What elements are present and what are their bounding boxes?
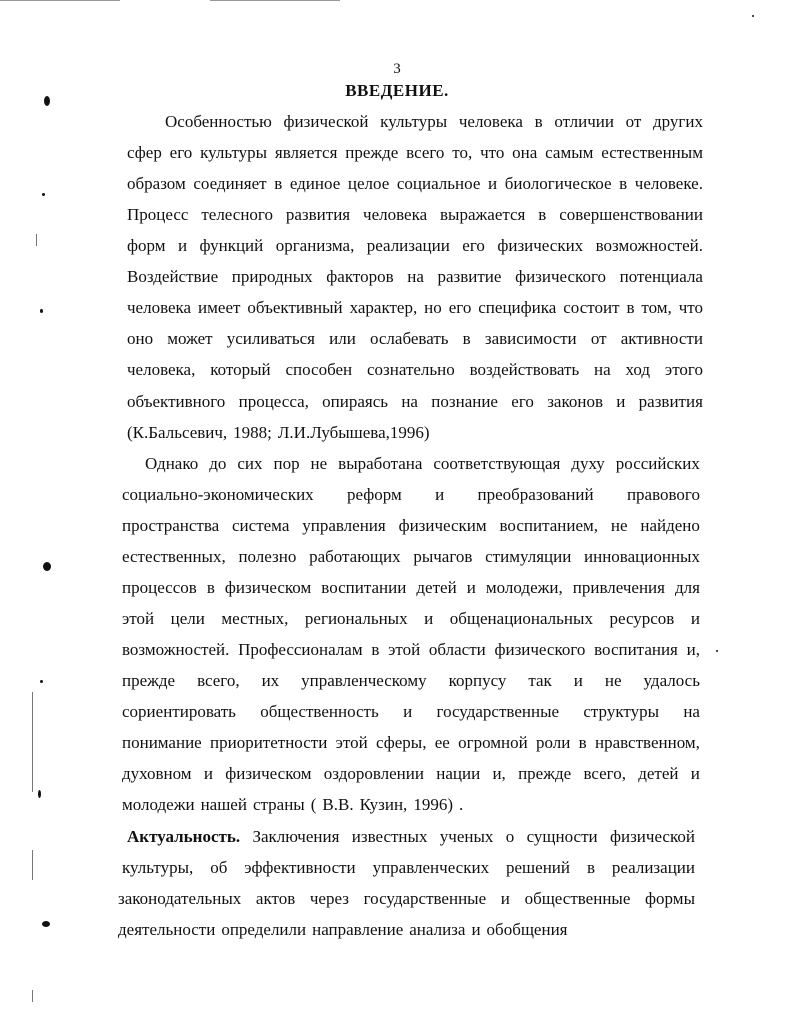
word: физической	[283, 112, 369, 131]
word: человека,	[127, 360, 196, 379]
word: человека	[363, 205, 428, 224]
word: может	[167, 329, 213, 348]
word: деятельности	[118, 920, 216, 939]
word: пор	[273, 454, 300, 473]
word: физическом	[225, 764, 312, 783]
text-line	[122, 856, 695, 880]
word: реализации	[366, 236, 450, 255]
word: привлечения	[572, 578, 665, 597]
word: на	[407, 267, 424, 286]
scan-mark	[42, 193, 45, 196]
word: молодежи	[122, 795, 195, 814]
text-line	[122, 700, 700, 724]
word: известных	[351, 827, 428, 846]
text-line	[127, 825, 695, 849]
word: характер,	[349, 298, 418, 317]
text-line	[127, 203, 703, 227]
word: система	[232, 516, 290, 535]
word: его	[462, 236, 485, 255]
word: в	[534, 112, 543, 131]
word: оздоровлении	[323, 764, 424, 783]
word: ход	[625, 360, 651, 379]
word: объективный	[247, 298, 343, 317]
word: и	[403, 702, 413, 721]
text-line	[127, 141, 703, 165]
word: понимание	[122, 733, 202, 752]
word: определили	[221, 920, 307, 939]
text-line	[127, 421, 703, 445]
word: потенциала	[619, 267, 703, 286]
word: сфер	[127, 143, 162, 162]
word: всего,	[583, 764, 626, 783]
word: рычагов	[413, 547, 473, 566]
word: сферы,	[375, 733, 427, 752]
scan-mark	[752, 15, 754, 17]
word: человека	[127, 298, 192, 317]
word: Заключения	[252, 827, 340, 846]
word: воздействовать	[469, 360, 580, 379]
text-line	[127, 296, 703, 320]
scan-mark	[38, 790, 41, 798]
word: .	[458, 795, 464, 814]
text-line	[122, 762, 700, 786]
word: актов	[255, 889, 296, 908]
word: найдено	[640, 516, 700, 535]
word: социальное	[396, 174, 481, 193]
word: человека	[458, 112, 523, 131]
word: (К.Бальсевич,	[127, 423, 228, 442]
word: инновационных	[584, 547, 700, 566]
text-line	[122, 731, 700, 755]
word: цели	[170, 609, 205, 628]
word: ее	[434, 733, 450, 752]
word: российских	[615, 454, 700, 473]
word: специфика	[478, 298, 557, 317]
word: активности	[620, 329, 703, 348]
word: Особенностью	[165, 112, 272, 131]
word: форм	[127, 236, 166, 255]
word: зависимости	[484, 329, 577, 348]
word: роли	[536, 733, 571, 752]
scan-mark	[716, 650, 718, 652]
word: сознательно	[366, 360, 455, 379]
text-line	[127, 390, 703, 414]
word: местных,	[221, 609, 289, 628]
text-line	[122, 483, 700, 507]
word: организма,	[275, 236, 355, 255]
word: анализа	[409, 920, 466, 939]
word: его	[169, 143, 193, 162]
text-line	[118, 918, 695, 942]
word: физической	[609, 827, 695, 846]
word: стимуляции	[485, 547, 572, 566]
word: духу	[571, 454, 605, 473]
word: общественные	[524, 889, 631, 908]
word: Профессионалам	[238, 640, 363, 659]
word: структуры	[583, 702, 659, 721]
scan-mark	[32, 692, 33, 792]
word: страны	[252, 795, 305, 814]
word: процессов	[122, 578, 197, 597]
word: этой	[335, 733, 368, 752]
word: приоритетности	[210, 733, 328, 752]
text-line	[122, 638, 700, 662]
word: но	[424, 298, 442, 317]
scan-mark	[36, 234, 37, 246]
word: в	[274, 174, 283, 193]
word: факторов	[326, 267, 394, 286]
word: и	[435, 485, 445, 504]
word: возможностей.	[122, 640, 230, 659]
text-line	[127, 358, 703, 382]
word: в	[538, 205, 547, 224]
text-line	[145, 452, 700, 476]
word: огромной	[458, 733, 528, 752]
word: объективного	[127, 392, 226, 411]
text-line	[127, 234, 703, 258]
word: (	[310, 795, 317, 814]
word: и	[488, 174, 498, 193]
scan-mark	[42, 921, 50, 927]
word: и	[616, 392, 626, 411]
word: соответствующая	[433, 454, 561, 473]
text-line	[127, 172, 703, 196]
word: в	[371, 640, 380, 659]
word: развития	[285, 205, 351, 224]
word: решений	[506, 858, 570, 877]
word: воспитанием,	[499, 516, 599, 535]
word: состоит	[563, 298, 620, 317]
word: телесного	[201, 205, 273, 224]
word: развитие	[437, 267, 502, 286]
word: культуры	[380, 112, 448, 131]
word: в	[586, 858, 595, 877]
word: его	[448, 298, 472, 317]
word: биологическое	[504, 174, 612, 193]
word: через	[309, 889, 349, 908]
word: реализации	[611, 858, 695, 877]
word: от	[625, 112, 642, 131]
word: Воздействие	[127, 267, 219, 286]
word: воспитании	[321, 578, 407, 597]
word: и	[690, 764, 700, 783]
word: том,	[641, 298, 672, 317]
scan-mark	[32, 850, 33, 880]
word: и	[471, 920, 481, 939]
word: пространства	[122, 516, 220, 535]
word: от	[590, 329, 607, 348]
word: возможностей.	[595, 236, 703, 255]
word: этого	[664, 360, 703, 379]
word: естественным	[601, 143, 703, 162]
scan-mark	[43, 562, 51, 571]
word: В.В.	[322, 795, 354, 814]
word: в	[578, 733, 587, 752]
word: усиливаться	[226, 329, 315, 348]
word: 1988;	[233, 423, 272, 442]
word: управления	[302, 516, 386, 535]
word: управленческих	[372, 858, 490, 877]
word: человеке.	[634, 174, 703, 193]
word: так	[528, 671, 552, 690]
text-line	[118, 887, 695, 911]
word: области	[428, 640, 486, 659]
word: сих	[237, 454, 263, 473]
word: в	[206, 578, 215, 597]
word: их	[261, 671, 280, 690]
word: на	[594, 360, 611, 379]
word: имеет	[198, 298, 241, 317]
section-label: Актуальность.	[127, 827, 241, 846]
word: корпусу	[448, 671, 507, 690]
word: в	[626, 298, 635, 317]
word: самым	[545, 143, 594, 162]
word: эффективности	[244, 858, 356, 877]
word: процесса,	[238, 392, 309, 411]
word: единое	[289, 174, 341, 193]
word: развития	[638, 392, 703, 411]
word: ресурсов	[609, 609, 675, 628]
word: что	[480, 143, 505, 162]
word: Л.И.Лубышева,1996)	[277, 423, 430, 442]
word: сущности	[526, 827, 598, 846]
text-line	[122, 669, 700, 693]
word: который	[210, 360, 271, 379]
word: всего	[406, 143, 445, 162]
word: физическим	[398, 516, 487, 535]
word: то,	[452, 143, 473, 162]
word: реформ	[347, 485, 402, 504]
word: этой	[388, 640, 421, 659]
word: она	[512, 143, 538, 162]
word: оно	[127, 329, 154, 348]
text-line	[122, 793, 700, 817]
word: государственные	[363, 889, 487, 908]
word: и	[466, 578, 476, 597]
word: физическом	[224, 578, 312, 597]
word: региональных	[304, 609, 408, 628]
word: правового	[626, 485, 700, 504]
word: обобщения	[486, 920, 568, 939]
word: и	[203, 764, 213, 783]
word: природных	[231, 267, 313, 286]
word: целое	[347, 174, 390, 193]
word: отличии	[554, 112, 614, 131]
word: полезно	[238, 547, 297, 566]
scan-artifact-top	[210, 0, 340, 1]
word: этой	[122, 609, 155, 628]
scan-mark	[32, 990, 33, 1002]
word: в	[462, 329, 471, 348]
word: удалось	[643, 671, 700, 690]
word: способен	[285, 360, 353, 379]
page-number: 3	[393, 61, 401, 77]
word: формы	[645, 889, 695, 908]
word: на	[401, 392, 418, 411]
word: нации	[436, 764, 481, 783]
word: не	[610, 516, 628, 535]
word: государственные	[436, 702, 560, 721]
word: и	[424, 609, 434, 628]
word: общенациональных	[449, 609, 593, 628]
text-line	[122, 576, 700, 600]
scan-mark	[44, 96, 50, 106]
word: является	[274, 143, 338, 162]
word: выражается	[440, 205, 526, 224]
word: физического	[515, 267, 606, 286]
word: культуры,	[122, 858, 194, 877]
word: физических	[497, 236, 584, 255]
word: управленческому	[301, 671, 427, 690]
word: 1996)	[413, 795, 453, 814]
word: на	[683, 702, 700, 721]
word: других	[653, 112, 703, 131]
word: детей	[416, 578, 457, 597]
word: нравственном,	[594, 733, 700, 752]
word: социально-экономических	[122, 485, 314, 504]
word: образом	[127, 174, 186, 193]
word: детей	[638, 764, 679, 783]
word: Кузин,	[359, 795, 408, 814]
word: естественных,	[122, 547, 226, 566]
word: и	[690, 609, 700, 628]
text-line	[122, 514, 700, 538]
word: физического	[494, 640, 586, 659]
word: Процесс	[127, 205, 189, 224]
word: молодежи,	[485, 578, 563, 597]
word: Однако	[145, 454, 199, 473]
word: и	[500, 889, 510, 908]
word: преобразований	[477, 485, 594, 504]
word: функций	[199, 236, 264, 255]
word: всего,	[197, 671, 240, 690]
word: соединяет	[193, 174, 267, 193]
word: выработана	[338, 454, 423, 473]
word: и	[573, 671, 583, 690]
word: духовном	[122, 764, 192, 783]
word: и,	[492, 764, 506, 783]
word: что	[678, 298, 703, 317]
word: или	[329, 329, 356, 348]
word: прежде	[518, 764, 572, 783]
text-line	[165, 110, 703, 134]
word: совершенствовании	[559, 205, 703, 224]
scan-mark	[40, 680, 43, 683]
word: направление	[312, 920, 404, 939]
word: воспитания	[594, 640, 678, 659]
word: и	[177, 236, 188, 255]
text-line	[122, 545, 700, 569]
scan-mark	[40, 309, 43, 313]
word: о	[505, 827, 515, 846]
word: в	[619, 174, 628, 193]
word: прежде	[122, 671, 176, 690]
text-line	[127, 327, 703, 351]
page-heading: ВВЕДЕНИЕ.	[345, 81, 449, 100]
word: познание	[431, 392, 498, 411]
scan-artifact-top	[0, 0, 120, 1]
word: общественность	[260, 702, 379, 721]
word: об	[210, 858, 228, 877]
word: и,	[686, 640, 700, 659]
word: до	[209, 454, 227, 473]
text-line	[127, 265, 703, 289]
word: сориентировать	[122, 702, 236, 721]
word: работающих	[309, 547, 401, 566]
text-line	[122, 607, 700, 631]
word: культуры	[200, 143, 268, 162]
word: для	[675, 578, 700, 597]
word: опираясь	[322, 392, 389, 411]
word: не	[310, 454, 328, 473]
word: законодательных	[118, 889, 242, 908]
word: не	[604, 671, 622, 690]
word: законов	[547, 392, 603, 411]
word: его	[511, 392, 534, 411]
word: ослабевать	[369, 329, 449, 348]
word: прежде	[345, 143, 399, 162]
word: нашей	[200, 795, 247, 814]
word: ученых	[439, 827, 494, 846]
